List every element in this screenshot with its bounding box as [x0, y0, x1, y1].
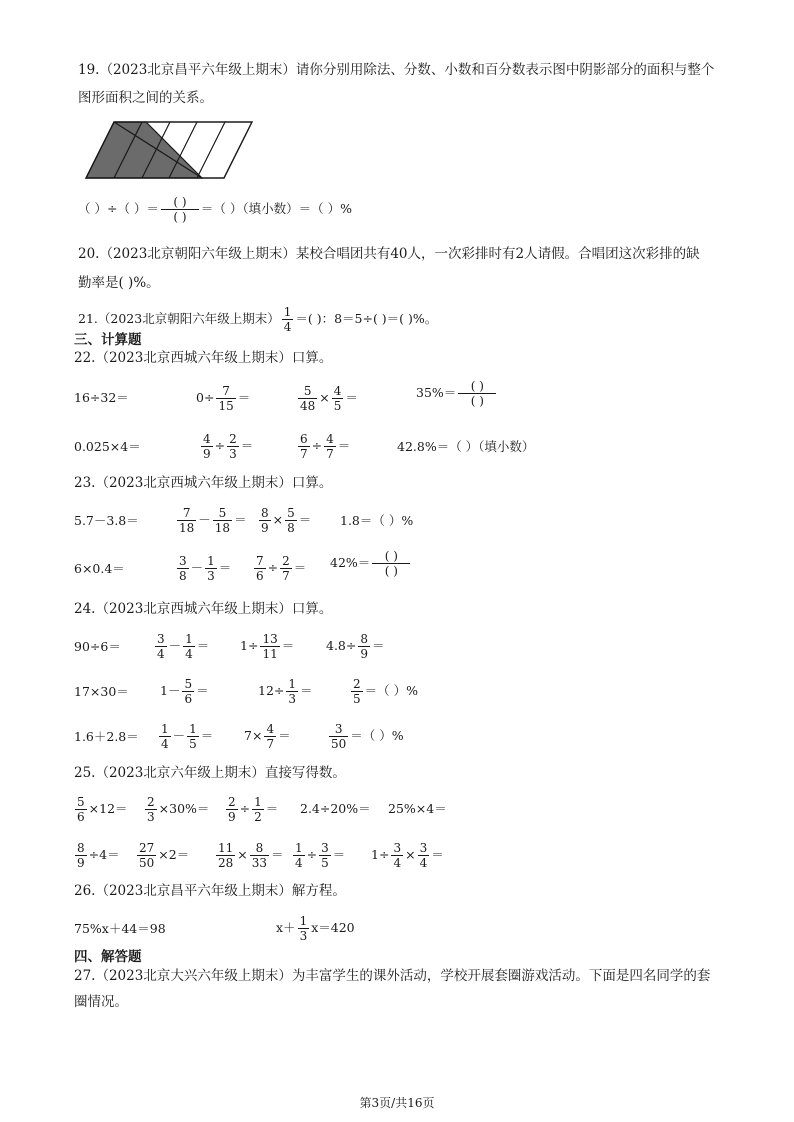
numerator: 5 — [218, 506, 227, 520]
q22-r1c1: 16÷32＝ — [74, 390, 129, 405]
q27-line1: 27.（2023北京大兴六年级上期末）为丰富学生的课外活动，学校开展套圈游戏活动。下面是四名同学的套 — [74, 968, 711, 984]
numerator: 8 — [255, 841, 264, 855]
operator: － — [172, 728, 186, 744]
operator: × — [272, 512, 284, 528]
denominator: 7 — [300, 447, 308, 461]
q19-answer-line — [78, 196, 352, 223]
q25-r2c1 — [74, 842, 120, 869]
prefix: 0÷ — [196, 390, 215, 406]
denominator: 4 — [393, 856, 402, 870]
fraction — [260, 633, 279, 660]
q23-title: 23.（2023北京西城六年级上期末）口算。 — [74, 475, 333, 491]
fraction — [358, 633, 370, 660]
numerator: 7 — [182, 506, 191, 520]
q24-r2c4 — [350, 678, 418, 705]
section-title-answer: 四、解答题 — [74, 949, 142, 965]
fraction — [145, 796, 157, 823]
numerator: 1 — [161, 722, 169, 736]
fraction — [213, 507, 232, 534]
denominator: 5 — [353, 692, 361, 706]
numerator: 4 — [326, 432, 334, 446]
numerator: 1 — [254, 795, 262, 809]
q22-r1c4 — [416, 380, 497, 407]
prefix: 12÷ — [258, 683, 285, 699]
operator: ÷ — [239, 801, 251, 817]
numerator: 8 — [360, 632, 368, 646]
q22-r1c3 — [297, 385, 358, 412]
operator: × — [405, 847, 416, 863]
q25-r2c2 — [136, 842, 189, 869]
q21-line — [78, 306, 437, 333]
fraction — [259, 507, 271, 534]
prefix: x＋ — [276, 920, 296, 936]
q24-r3c2 — [158, 723, 213, 750]
denominator: 5 — [189, 737, 197, 751]
operator: － — [168, 638, 182, 654]
q20-line1: 20.（2023北京朝阳六年级上期末）某校合唱团共有40人，一次彩排时有2人请假。合唱团这次彩排的缺 — [78, 246, 700, 262]
fraction-blank — [372, 550, 410, 577]
fraction — [201, 433, 213, 460]
prefix: 1÷ — [371, 847, 390, 863]
blank-numerator[interactable]: ( ) — [173, 195, 187, 209]
q25-r1c2 — [144, 796, 209, 823]
suffix: ＝ — [271, 847, 284, 863]
q20-line2: 勤率是( )%。 — [78, 275, 160, 291]
fraction — [329, 723, 348, 750]
fraction — [216, 842, 235, 869]
q26-eq2 — [276, 915, 355, 942]
suffix: ＝ — [237, 390, 251, 406]
q24-r3c1: 1.6＋2.8＝ — [74, 729, 139, 744]
denominator: 3 — [147, 810, 155, 824]
q21-post: ＝( )：8＝5÷( )＝( )%。 — [295, 311, 438, 327]
prefix: 1÷ — [240, 638, 259, 654]
numerator: 7 — [222, 384, 230, 398]
q24-title: 24.（2023北京西城六年级上期末）口算。 — [74, 601, 333, 617]
q24-r1c4 — [326, 633, 385, 660]
numerator: 1 — [288, 677, 297, 691]
fraction — [137, 842, 156, 869]
fraction — [298, 433, 310, 460]
q25-r1c3 — [225, 796, 278, 823]
denominator: 4 — [419, 856, 428, 870]
fraction — [226, 796, 238, 823]
q19-line1: 19.（2023北京昌平六年级上期末）请你分别用除法、分数、小数和百分数表示图中阴影部分的面积与整个 — [78, 62, 715, 78]
q19-ans-post: ＝（ ）（填小数）＝（ ）% — [200, 201, 352, 217]
q24-r2c2 — [160, 678, 209, 705]
numerator: 2 — [147, 795, 155, 809]
numerator: 3 — [321, 841, 329, 855]
q27-line2: 圈情况。 — [74, 994, 128, 1010]
prefix: 4.8÷ — [326, 638, 357, 654]
q24-r3c4 — [328, 723, 404, 750]
q25-r2c3 — [215, 842, 284, 869]
fraction — [319, 842, 331, 869]
fraction — [75, 796, 87, 823]
denominator: 3 — [229, 447, 237, 461]
operator: ÷ — [267, 560, 279, 576]
numerator: 6 — [300, 432, 308, 446]
denominator: 18 — [214, 521, 231, 535]
numerator: 1 — [283, 305, 292, 319]
numerator: 4 — [266, 722, 275, 736]
q23-r1c1: 5.7－3.8＝ — [74, 513, 139, 528]
operator: ÷ — [214, 438, 226, 454]
suffix: ＝ — [265, 801, 279, 817]
denominator: 50 — [139, 856, 155, 870]
q23-r2c3 — [253, 555, 306, 582]
q19-line2: 图形面积之间的关系。 — [78, 90, 213, 106]
q22-r1c2 — [196, 385, 250, 412]
denominator: 6 — [77, 810, 85, 824]
shaded-region — [86, 122, 202, 178]
numerator: 5 — [287, 506, 295, 520]
fraction — [75, 842, 87, 869]
numerator: 3 — [393, 841, 402, 855]
denominator: 11 — [262, 647, 278, 661]
denominator: 9 — [360, 647, 368, 661]
fraction — [293, 842, 305, 869]
q24-r2c3 — [258, 678, 313, 705]
section-title-calc: 三、计算题 — [74, 332, 142, 348]
q24-r1c1: 90÷6＝ — [74, 639, 121, 654]
blank-denominator[interactable]: ( ) — [372, 563, 410, 577]
page-footer: 第3页/共16页 — [359, 1096, 435, 1110]
q23-r1c2 — [176, 507, 247, 534]
suffix: ＝ — [281, 638, 295, 654]
fraction — [177, 507, 196, 534]
q22-r2c4: 42.8%＝（ ）（填小数） — [397, 439, 535, 454]
operator: × — [319, 390, 330, 406]
denominator: 33 — [251, 856, 268, 870]
denominator: 4 — [283, 320, 292, 334]
q19-fraction-blank — [161, 196, 199, 223]
suffix: ＝ — [298, 512, 312, 528]
operator: － — [198, 512, 211, 528]
fraction — [391, 842, 403, 869]
fraction — [264, 723, 276, 750]
numerator: 1 — [185, 632, 193, 646]
suffix: ＝ — [234, 512, 247, 528]
suffix: ＝ — [196, 683, 209, 699]
denominator: 8 — [179, 569, 187, 583]
numerator: 5 — [303, 384, 312, 398]
q25-r2c5 — [371, 842, 444, 869]
denominator: 7 — [326, 447, 334, 461]
suffix: ×2＝ — [158, 847, 190, 863]
q24-r3c3 — [244, 723, 291, 750]
fraction — [286, 678, 298, 705]
suffix: ＝ — [240, 438, 254, 454]
fraction — [177, 555, 189, 582]
denominator: 9 — [261, 521, 269, 535]
suffix: ×30%＝ — [158, 801, 210, 817]
numerator: 2 — [228, 795, 236, 809]
numerator: 3 — [419, 841, 428, 855]
numerator: 11 — [218, 841, 234, 855]
parallelogram-figure — [84, 120, 256, 180]
fraction — [250, 842, 269, 869]
fraction — [298, 385, 317, 412]
fraction — [254, 555, 266, 582]
blank-numerator[interactable]: ( ) — [470, 379, 484, 393]
q24-r1c2 — [154, 633, 209, 660]
q26-title: 26.（2023北京昌平六年级上期末）解方程。 — [74, 883, 346, 899]
numerator: 27 — [139, 841, 155, 855]
blank-denominator[interactable]: ( ) — [161, 209, 199, 223]
operator: － — [190, 560, 204, 576]
fraction — [298, 915, 310, 942]
q25-r2c4 — [292, 842, 345, 869]
denominator: 28 — [218, 856, 234, 870]
fraction — [418, 842, 430, 869]
denominator: 3 — [207, 569, 215, 583]
q23-r1c4: 1.8＝（ ）% — [340, 513, 414, 528]
fraction — [182, 678, 194, 705]
numerator: 13 — [262, 632, 278, 646]
numerator: 7 — [256, 554, 264, 568]
q22-title: 22.（2023北京西城六年级上期末）口算。 — [74, 350, 333, 366]
numerator: 3 — [334, 722, 343, 736]
numerator: 3 — [179, 554, 187, 568]
prefix: 1－ — [160, 683, 181, 699]
suffix: ＝ — [332, 847, 346, 863]
fraction — [280, 555, 292, 582]
denominator: 9 — [228, 810, 236, 824]
denominator: 15 — [218, 399, 234, 413]
q25-r1c1 — [74, 796, 128, 823]
denominator: 2 — [254, 810, 262, 824]
denominator: 9 — [203, 447, 211, 461]
denominator: 8 — [287, 521, 295, 535]
suffix: ＝ — [431, 847, 444, 863]
blank-numerator[interactable]: ( ) — [384, 549, 398, 563]
numerator: 2 — [282, 554, 290, 568]
operator: ÷ — [306, 847, 318, 863]
prefix: 7× — [244, 728, 263, 744]
numerator: 1 — [295, 841, 303, 855]
suffix: ＝（ ）% — [350, 728, 404, 744]
denominator: 7 — [266, 737, 275, 751]
q26-eq1: 75%x＋44＝98 — [74, 921, 166, 936]
fraction — [187, 723, 199, 750]
fraction — [227, 433, 239, 460]
denominator: 4 — [161, 737, 169, 751]
q21-pre: 21.（2023北京朝阳六年级上期末） — [78, 311, 280, 327]
suffix: x＝420 — [311, 920, 355, 936]
denominator: 5 — [321, 856, 329, 870]
suffix: ＝ — [200, 728, 214, 744]
numerator: 2 — [229, 432, 237, 446]
q19-ans-pre: （ ）÷（ ）＝ — [78, 201, 159, 217]
q22-r2c1: 0.025×4＝ — [74, 439, 141, 454]
suffix: ＝ — [293, 560, 307, 576]
numerator: 1 — [189, 722, 197, 736]
fraction — [252, 796, 264, 823]
suffix: ＝ — [196, 638, 210, 654]
fraction — [216, 385, 235, 412]
denominator: 3 — [299, 929, 308, 943]
denominator: 4 — [157, 647, 165, 661]
q25-title: 25.（2023北京六年级上期末）直接写得数。 — [74, 765, 346, 781]
fraction — [285, 507, 297, 534]
prefix: 35%＝ — [416, 385, 457, 401]
numerator: 1 — [299, 914, 308, 928]
suffix: ÷4＝ — [88, 847, 120, 863]
numerator: 4 — [333, 384, 342, 398]
q23-r1c3 — [258, 507, 311, 534]
q24-r1c3 — [240, 633, 294, 660]
q22-r2c2 — [200, 433, 253, 460]
suffix: ＝ — [372, 638, 385, 654]
numerator: 8 — [261, 506, 269, 520]
denominator: 4 — [185, 647, 193, 661]
denominator: 4 — [295, 856, 303, 870]
fraction — [324, 433, 336, 460]
numerator: 5 — [77, 795, 85, 809]
q23-r2c2 — [176, 555, 231, 582]
denominator: 50 — [331, 737, 347, 751]
numerator: 5 — [184, 677, 193, 691]
denominator: 3 — [288, 692, 297, 706]
q21-fraction — [282, 306, 294, 333]
suffix: ×12＝ — [88, 801, 128, 817]
numerator: 8 — [77, 841, 85, 855]
denominator: 7 — [282, 569, 290, 583]
q25-r1c5: 25%×4＝ — [388, 801, 447, 816]
suffix: ＝ — [337, 438, 351, 454]
operator: ÷ — [311, 438, 323, 454]
fraction — [155, 633, 167, 660]
fraction — [351, 678, 363, 705]
denominator: 48 — [300, 399, 316, 413]
fraction — [159, 723, 171, 750]
denominator: 5 — [333, 399, 342, 413]
operator: × — [237, 847, 248, 863]
numerator: 1 — [207, 554, 215, 568]
denominator: 6 — [184, 692, 193, 706]
q23-r2c4 — [330, 550, 411, 577]
suffix: ＝ — [300, 683, 313, 699]
numerator: 4 — [203, 432, 211, 446]
fraction — [332, 385, 344, 412]
denominator: 18 — [179, 521, 195, 535]
q24-r2c1: 17×30＝ — [74, 684, 129, 699]
suffix: ＝ — [218, 560, 232, 576]
q25-r1c4: 2.4÷20%＝ — [300, 801, 371, 816]
fraction — [205, 555, 217, 582]
fraction-blank — [458, 380, 496, 407]
suffix: ＝ — [278, 728, 291, 744]
numerator: 3 — [157, 632, 165, 646]
divider-line — [197, 122, 225, 178]
prefix: 42%＝ — [330, 555, 371, 571]
fraction — [183, 633, 195, 660]
suffix: ＝（ ）% — [364, 683, 418, 699]
q22-r2c3 — [297, 433, 350, 460]
numerator: 2 — [353, 677, 361, 691]
suffix: ＝ — [345, 390, 358, 406]
q23-r2c1: 6×0.4＝ — [74, 561, 125, 576]
denominator: 9 — [77, 856, 85, 870]
blank-denominator[interactable]: ( ) — [458, 393, 496, 407]
denominator: 6 — [256, 569, 264, 583]
